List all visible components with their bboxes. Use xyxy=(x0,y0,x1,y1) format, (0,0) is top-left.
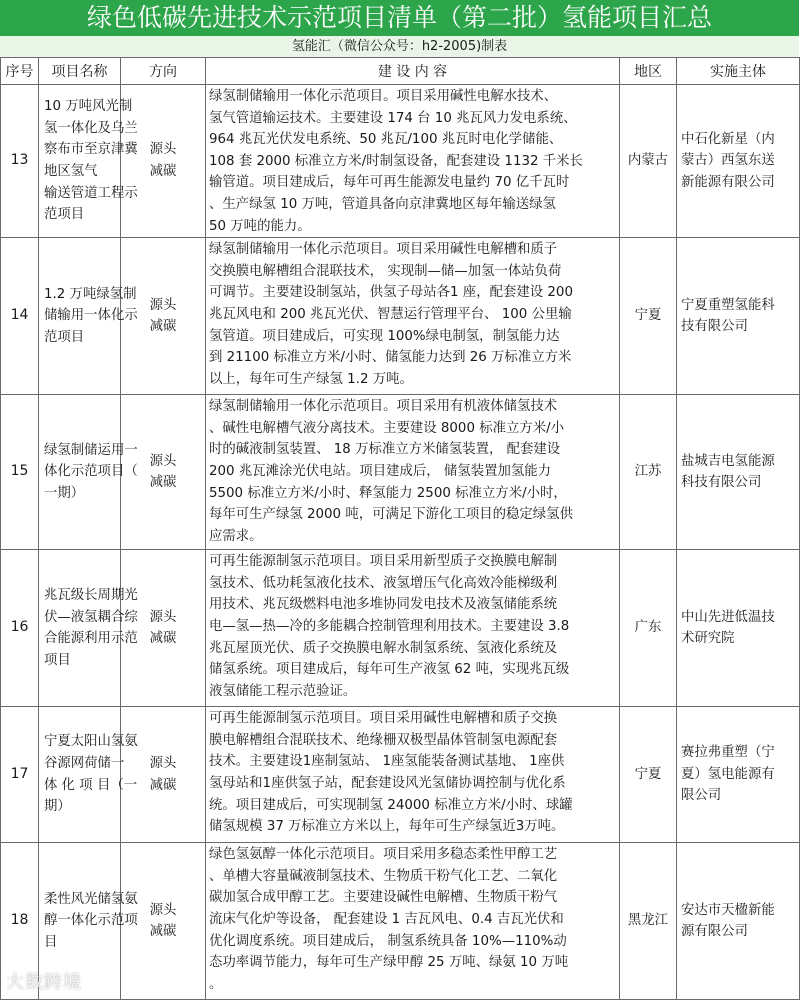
direction: 源头 减碳 xyxy=(121,707,206,843)
direction: 源头 减碳 xyxy=(121,395,206,550)
row-number: 14 xyxy=(1,238,39,395)
row-number: 18 xyxy=(1,843,39,1000)
direction: 源头 减碳 xyxy=(121,238,206,395)
table-row xyxy=(1,85,800,238)
implementing-org: 宁夏重塑氢能科 技有限公司 xyxy=(677,238,800,395)
header-direction: 方向 xyxy=(121,58,206,85)
implementing-org: 安达市天楹新能 源有限公司 xyxy=(677,843,800,1000)
construction-content: 绿氢制储输用一体化示范项目。项目采用有机液体储氢技术 、碱性电解槽气液分离技术。主要建设 8000 标准立方米/小 时的碱液制氢装置、 18 万标准立方米储氢装置， 配套建设 200 兆瓦滩涂光伏电站。项目建成后， 储氢装置加氢能力 5500 标准立方米/小时、释氢能力 2500 标准立方米/小时， 每年可生产绿氢 2000 吨，可满足下游化工项目的稳定绿氢供 应需求。 xyxy=(206,395,620,550)
region: 江苏 xyxy=(620,395,677,550)
implementing-org: 中山先进低温技 术研究院 xyxy=(677,550,800,707)
construction-content: 绿色氢氨醇一体化示范项目。项目采用多稳态柔性甲醇工艺 、单槽大容量碱液制氢技术、生物质干粉气化工艺、二氧化 碳加氢合成甲醇工艺。主要建设碱性电解槽、生物质干粉气 流床气化炉等设备， 配套建设 1 吉瓦风电、0.4 吉瓦光伏和 优化调度系统。项目建成后， 制氢系统具备 10%—110%动 态功率调节能力，每年可生产绿甲醇 25 万吨、绿氨 10 万吨 。 xyxy=(206,843,620,1000)
table-subtitle: 氢能汇（微信公众号：h2-2005)制表 xyxy=(0,36,799,57)
header-no: 序号 xyxy=(1,58,39,85)
header-org: 实施主体 xyxy=(677,58,800,85)
direction: 源头 减碳 xyxy=(121,550,206,707)
implementing-org: 中石化新星（内 蒙古）西氢东送 新能源有限公司 xyxy=(677,85,800,238)
table-row xyxy=(1,707,800,843)
project-name: 绿氢制储运用一 体化示范项目（ 一期） xyxy=(39,395,121,550)
table-row xyxy=(1,843,800,1000)
header-region: 地区 xyxy=(620,58,677,85)
region: 广东 xyxy=(620,550,677,707)
table-header-row xyxy=(1,58,800,85)
table-row xyxy=(1,550,800,707)
project-name: 柔性风光储氢氨 醇一体化示范项 目 xyxy=(39,843,121,1000)
region: 宁夏 xyxy=(620,707,677,843)
table-row xyxy=(1,238,800,395)
table-row xyxy=(1,395,800,550)
implementing-org: 盐城吉电氢能源 科技有限公司 xyxy=(677,395,800,550)
implementing-org: 赛拉弗重塑（宁 夏）氢电能源有 限公司 xyxy=(677,707,800,843)
construction-content: 绿氢制储输用一体化示范项目。项目采用碱性电解水技术、 氢气管道输运技术。主要建设 174 台 10 兆瓦风力发电系统、 964 兆瓦光伏发电系统、50 兆瓦/100 兆瓦时电化学储能、 108 套 2000 标准立方米/时制氢设备，配套建设 1132 千米长 输管道。项目建成后，每年可再生能源发电量约 70 亿千瓦时 、生产绿氢 10 万吨，管道具备向京津冀地区每年输送绿氢 50 万吨的能力。 xyxy=(206,85,620,238)
row-number: 15 xyxy=(1,395,39,550)
watermark-logo: 大数跨境 xyxy=(6,972,82,993)
page-title: 绿色低碳先进技术示范项目清单（第二批）氢能项目汇总 xyxy=(0,0,799,36)
row-number: 17 xyxy=(1,707,39,843)
project-name: 10 万吨风光制 氢一体化及乌兰 察布市至京津冀 地区氢气 输送管道工程示 范项目 xyxy=(39,85,121,238)
region: 宁夏 xyxy=(620,238,677,395)
project-name: 兆瓦级长周期光 伏—液氢耦合综 合能源利用示范 项目 xyxy=(39,550,121,707)
header-content: 建 设 内 容 xyxy=(206,58,620,85)
project-name: 宁夏太阳山氢氨 谷源网荷储一 体 化 项 目（一 期） xyxy=(39,707,121,843)
project-name: 1.2 万吨绿氢制 储输用一体化示 范项目 xyxy=(39,238,121,395)
direction: 源头 减碳 xyxy=(121,85,206,238)
row-number: 13 xyxy=(1,85,39,238)
header-name: 项目名称 xyxy=(39,58,121,85)
construction-content: 可再生能源制氢示范项目。项目采用新型质子交换膜电解制 氢技术、低功耗氢液化技术、液氢增压气化高效冷能梯级利 用技术、兆瓦级燃料电池多堆协同发电技术及液氢储能系统 电—氢—热—冷的多能耦合控制管理利用技术。主要建设 3.8 兆瓦屋顶光伏、质子交换膜电解水制氢系统、氢液化系统及 储氢系统。项目建成后，每年可生产液氢 62 吨，实现兆瓦级 液氢储能工程示范验证。 xyxy=(206,550,620,707)
direction: 源头 减碳 xyxy=(121,843,206,1000)
region: 黑龙江 xyxy=(620,843,677,1000)
row-number: 16 xyxy=(1,550,39,707)
region: 内蒙古 xyxy=(620,85,677,238)
construction-content: 可再生能源制氢示范项目。项目采用碱性电解槽和质子交换 膜电解槽组合混联技术、绝缘栅双极型晶体管制氢电源配套 技术。主要建设1座制氢站、 1座氢能装备测试基地、 1座供 氢母站和1座供氢子站，配套建设风光氢储协调控制与优化系 统。项目建成后，可实现制氢 24000 标准立方米/小时、球罐 储氢规模 37 万标准立方米以上，每年可生产绿氢近3万吨。 xyxy=(206,707,620,843)
construction-content: 绿氢制储输用一体化示范项目。项目采用碱性电解槽和质子 交换膜电解槽组合混联技术， 实现制—储—加氢一体站负荷 可调节。主要建设制氢站，供氢子母站各1 座，配套建设 200 兆瓦风电和 200 兆瓦光伏、智慧运行管理平台、 100 公里输 氢管道。项目建成后，可实现 100%绿电制氢，制氢能力达 到 21100 标准立方米/小时、储氢能力达到 26 万标准立方米 以上，每年可生产绿氢 1.2 万吨。 xyxy=(206,238,620,395)
projects-table xyxy=(0,57,800,1000)
